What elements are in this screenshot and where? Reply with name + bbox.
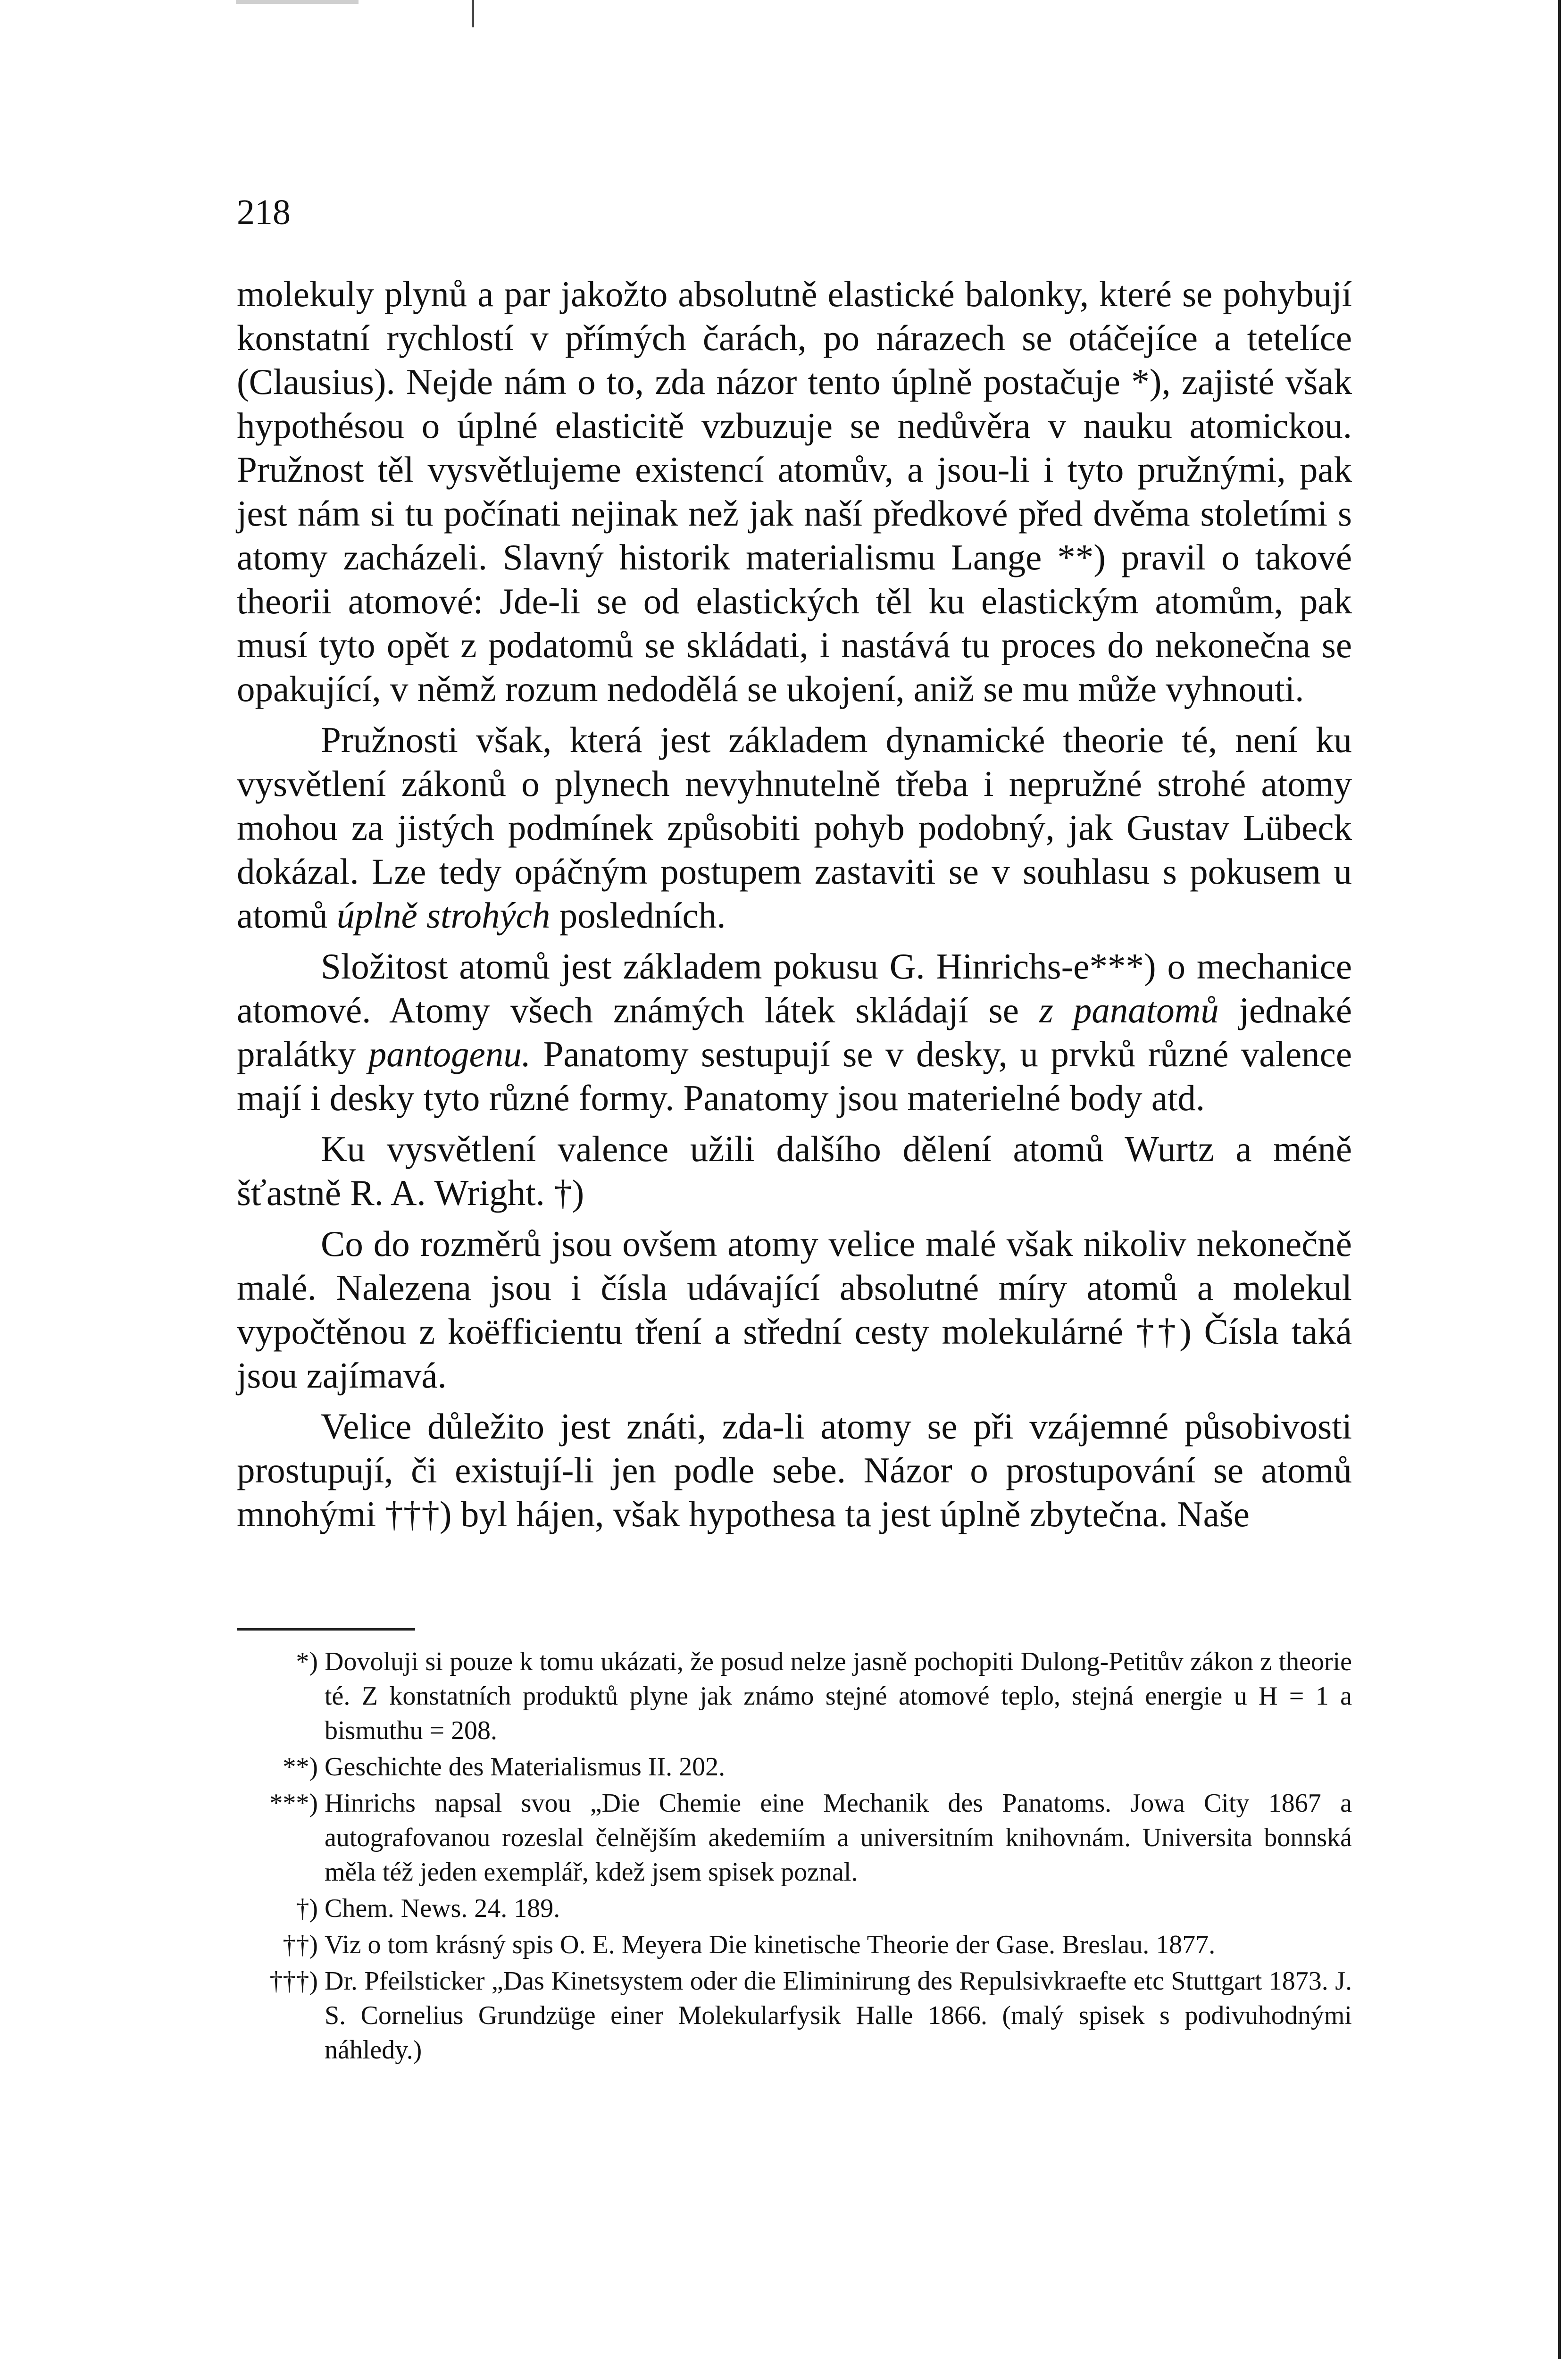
paragraph-5: Co do rozměrů jsou ovšem atomy velice malé však nikoliv nekonečně malé. Nalezena jsou i čísla udávající absolutné míry atomů a molekul vypočtěnou z koëfficientu tření a střední cesty molekulárné ††) Čísla taká jsou zajímavá. xyxy=(237,1223,1352,1396)
paragraph-3-text: Složitost atomů jest základem pokusu G. Hinrichs-e***) o mechanice atomové. Atomy všech známých látek skládají se xyxy=(237,946,1352,1030)
main-text xyxy=(237,272,1352,1543)
footnote-text: Hinrichs napsal svou „Die Chemie eine Mechanik des Panatoms. Jowa City 1867 a autografovanou rozeslal čelnějším akedemiím a universitním knihovnám. Universita bonnská měla též jeden exemplář, kdež jsem spisek poznal. xyxy=(325,1789,1352,1887)
paragraph-2 xyxy=(237,718,1352,937)
footnote-text: Viz o tom krásný spis O. E. Meyera Die kinetische Theorie der Gase. Breslau. 1877. xyxy=(325,1930,1216,1959)
paragraph-1: molekuly plynů a par jakožto absolutně elastické balonky, které se pohybují konstatní rychlostí v přímých čarách, po nárazech se otáčejíce a tetelíce (Clausius). Nejde nám o to, zda názor tento úplně postačuje *), zajisté však hypothésou o úplné elasticitě vzbuzuje se nedůvěra v nauku atomickou. Pružnost těl vysvětlujeme existencí atomův, a jsou-li i tyto pružnými, pak jest nám si tu počínati nejinak než jak naší předkové před dvěma stoletími s atomy zacházeli. Slavný historik materialismu Lange **) pravil o takové theorii atomové: Jde-li se od elastických těl ku elastickým atomům, pak musí tyto opět z podatomů se skládati, i nastává tu proces do nekonečna se opakující, v němž rozum nedodělá se ukojení, aniž se mu může vyhnouti. xyxy=(237,274,1352,709)
scan-tick-mark xyxy=(472,0,474,27)
footnotes xyxy=(237,1645,1352,2069)
footnote-mark: ***) xyxy=(269,1789,318,1818)
paragraph-3-mid: jednaké pralátky xyxy=(237,990,1352,1074)
paragraph-2-end: posledních. xyxy=(559,895,726,936)
footnote-4 xyxy=(237,1891,1352,1926)
paragraph-6: Velice důležito jest znáti, zda-li atomy se při vzájemné působivosti prostupují, či existují-li jen podle sebe. Názor o prostupování se atomů mnohými †††) byl hájen, však hypothesa ta jest úplně zbytečna. Naše xyxy=(237,1406,1352,1534)
footnote-1 xyxy=(237,1645,1352,1748)
page-number: 218 xyxy=(237,192,291,232)
footnote-text: Dr. Pfeilsticker „Das Kinetsystem oder die Eliminirung des Repulsivkraefte etc Stuttgart 1873. J. S. Cornelius Grundzüge einer Molekularfysik Halle 1866. (malý spisek s podivuhodnými náhledy.) xyxy=(325,1966,1352,2065)
paragraph-3-italic-2: pantogenu. xyxy=(368,1034,531,1074)
footnote-mark: *) xyxy=(296,1647,318,1676)
paragraph-2-text: Pružnosti však, která jest základem dynamické theorie té, není ku vysvětlení zákonů o plynech nevyhnutelně třeba i nepružné strohé atomy mohou za jistých podmínek způsobiti pohyb podobný, jak Gustav Lübeck dokázal. Lze tedy opáčným postupem zastaviti se v souhlasu s pokusem u atomů xyxy=(237,719,1352,936)
footnote-6 xyxy=(237,1964,1352,2067)
footnote-separator xyxy=(237,1628,415,1631)
footnote-3 xyxy=(237,1786,1352,1890)
footnote-mark: ††) xyxy=(283,1930,318,1959)
footnote-mark: †) xyxy=(296,1894,318,1923)
footnote-text: Dovoluji si pouze k tomu ukázati, že posud nelze jasně pochopiti Dulong-Petitův zákon z theorie té. Z konstatních produktů plyne jak známo stejné atomové teplo, stejná energie u H = 1 a bismuthu = 208. xyxy=(325,1647,1352,1745)
footnote-text: Geschichte des Materialismus II. 202. xyxy=(325,1752,726,1782)
footnote-mark: **) xyxy=(283,1752,318,1782)
paragraph-2-italic: úplně strohých xyxy=(336,895,550,936)
scan-edge-mark xyxy=(236,0,359,4)
page-edge-border xyxy=(1558,0,1561,2359)
paragraph-3-end: Panatomy sestupují se v desky, u prvků různé valence mají i desky tyto různé formy. Panatomy jsou materielné body atd. xyxy=(237,1034,1352,1118)
footnote-2 xyxy=(237,1750,1352,1784)
footnote-5 xyxy=(237,1928,1352,1962)
paragraph-4: Ku vysvětlení valence užili dalšího dělení atomů Wurtz a méně šťastně R. A. Wright. †) xyxy=(237,1129,1352,1213)
footnote-mark: †††) xyxy=(269,1966,318,1996)
paragraph-3-italic-1: z panatomů xyxy=(1039,990,1219,1030)
footnote-text: Chem. News. 24. 189. xyxy=(325,1894,560,1923)
paragraph-3 xyxy=(237,945,1352,1120)
